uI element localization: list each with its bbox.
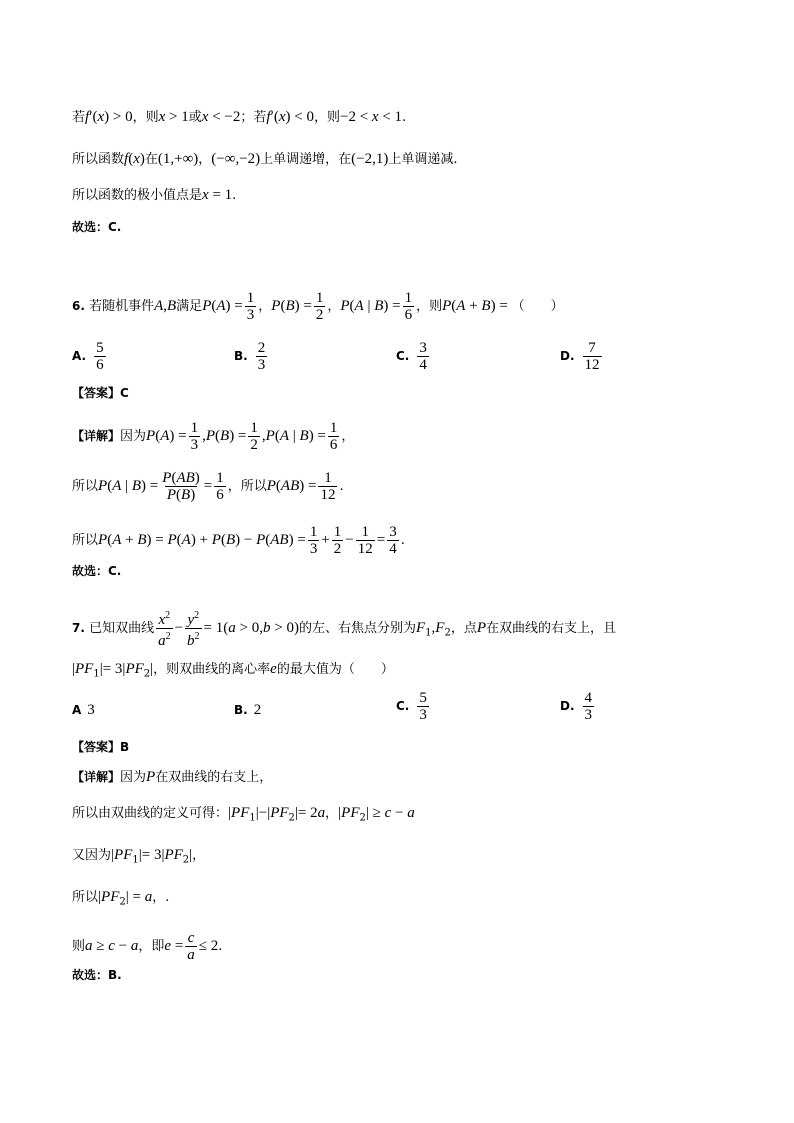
q7-detail-5: 则a ≥ c − a，即e = $\frac{c}{a}$ ≤ 2. <box>72 930 223 963</box>
q7-stem-1: 7. 已知双曲线 $\frac{x^2}{a^2}$ − $\frac{y^2}{b^2}$ = 1(a > 0,b > 0)的左、右焦点分别为$F_1,F_2$，点P在双曲线的右支上，且 <box>72 610 617 649</box>
q7-detail-2: 所以由双曲线的定义可得：$|PF_1|-|PF_2|= 2a$，$|PF_2| \ge c - a$ <box>72 805 415 824</box>
q7-detail-4: 所以$|PF_2| = a$，. <box>72 889 170 908</box>
q7-choose: 故选：B. <box>72 968 122 982</box>
prev-choose: 故选：C. <box>72 220 122 234</box>
q6-stem: 6. 若随机事件A,B满足P(A) = $\frac{1}{3}$ ，P(B) = $\frac{1}{2}$ ，P(A | B) = $\frac{1}{6}$ ，则P(A + B) = （ ） <box>72 290 564 323</box>
q7-option-d: D. $\frac{4}{3}$ <box>560 690 593 723</box>
q7-stem-2: $|PF_1|= 3|PF_2|$，则双曲线的离心率e的最大值为（ ） <box>72 661 394 680</box>
q6-detail-1: 【详解】因为P(A) = $\frac{1}{3}$ ,P(B) = $\frac{1}{2}$ ,P(A | B) = $\frac{1}{6}$ ， <box>72 420 355 453</box>
prev-line-1: 若f′(x) > 0，则x > 1或x < −2；若f′(x) < 0，则−2 < x < 1. <box>72 109 407 125</box>
q7-detail-1: 【详解】因为P在双曲线的右支上， <box>72 769 273 785</box>
prev-line-2: 所以函数f(x)在(1,+∞)，(−∞,−2)上单调递增，在(−2,1)上单调递减. <box>72 151 458 167</box>
q6-detail-2: 所以P(A | B) = $\frac{P(AB)}{P(B)}$ = $\frac{1}{6}$ ，所以P(AB) = $\frac{1}{12}$ . <box>72 470 344 503</box>
q7-detail-3: 又因为$|PF_1|= 3|PF_2|$， <box>72 847 206 866</box>
prev-line-3: 所以函数的极小值点是x = 1. <box>72 187 237 203</box>
q6-choose: 故选：C. <box>72 564 122 578</box>
q6-option-a: A. $\frac{5}{6}$ <box>72 340 104 373</box>
q7-answer: 【答案】B <box>72 740 130 754</box>
q6-option-c: C. $\frac{3}{4}$ <box>396 340 427 373</box>
q6-option-b: B. $\frac{2}{3}$ <box>234 340 266 373</box>
q7-option-b: B. 2 <box>234 702 262 718</box>
q6-option-d: D. $\frac{7}{12}$ <box>560 340 600 373</box>
q7-option-c: C. $\frac{5}{3}$ <box>396 690 427 723</box>
q6-detail-3: 所以P(A + B) = P(A) + P(B) − P(AB) = $\frac{1}{3}$ + $\frac{1}{2}$ − $\frac{1}{12}$ = $\frac{3}{4}$ . <box>72 524 405 557</box>
q7-option-a: A 3 <box>72 702 95 718</box>
q6-answer: 【答案】C <box>72 386 129 400</box>
